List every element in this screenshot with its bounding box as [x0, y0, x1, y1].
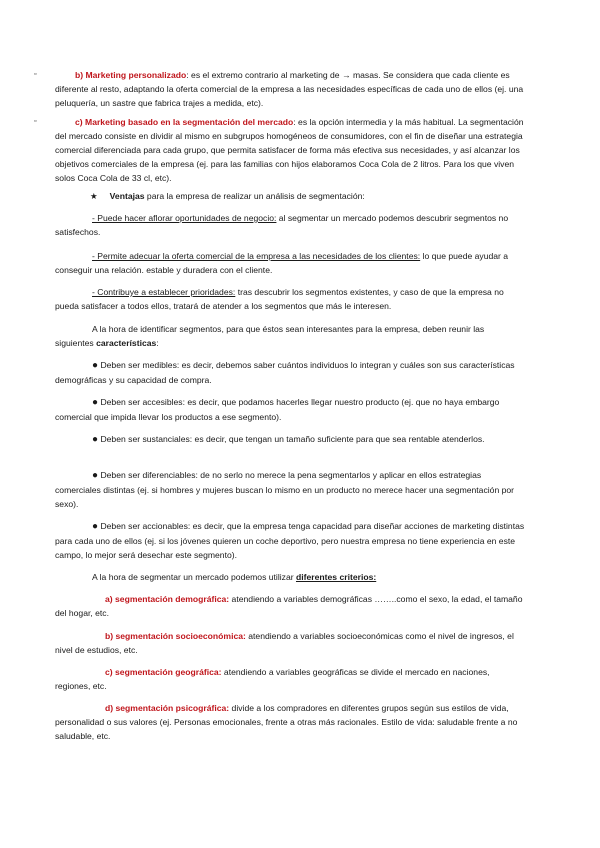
criterio-title: a) segmentación demográfica:	[105, 594, 230, 604]
ventaja-text: tras descubrir los segmentos existentes, y caso de que la empresa no pueda satisfacer a todos ellos, tratará de atender a los segmentos que más le interesen.	[55, 287, 504, 311]
caracteristica-text: Deben ser accionables: es decir, que la empresa tenga capacidad para diseñar acciones de marketing distintas para cada uno de ellos (ej. si los jóvenes quieren un coche deportivo, pero nuestra empresa no tiene experiencia en este campo, lo mejor será desechar este segmento).	[55, 521, 525, 560]
intro-text: A la hora de identificar segmentos, para que éstos sean interesantes para la empresa, deben reunir las siguientes	[55, 324, 485, 348]
criterio-title: d) segmentación psicográfica:	[105, 703, 230, 713]
ventajas-text: para la empresa de realizar un análisis de segmentación:	[144, 191, 365, 201]
item-c-title: c) Marketing basado en la segmentación del mercado	[75, 117, 294, 127]
dot-bullet-icon: ●	[92, 360, 99, 371]
intro-end: :	[156, 338, 159, 348]
ventajas-heading	[90, 189, 510, 203]
ventaja-item	[55, 249, 525, 277]
caracteristica-item	[55, 468, 525, 511]
criterios-intro	[55, 570, 525, 584]
ventajas-title: Ventajas	[109, 191, 145, 201]
star-icon: ★	[90, 191, 98, 201]
ventaja-item	[55, 285, 525, 313]
intro-bold: características	[96, 338, 157, 348]
intro-bold: diferentes criterios:	[295, 572, 377, 582]
item-c-paragraph	[55, 115, 535, 185]
dot-bullet-icon: ●	[92, 397, 99, 408]
criterio-text: atendiendo a variables demográficas ……..como el sexo, la edad, el tamaño del hogar, etc.	[55, 594, 523, 618]
criterio-title: b) segmentación socioeconómica:	[105, 631, 246, 641]
criterio-title: c) segmentación geográfica:	[105, 667, 222, 677]
item-c-text: : es la opción intermedia y la más habitual. La segmentación del mercado consiste en dividir al mismo en subgrupos homogéneos de consumidores, con el fin de diseñar una estrategia comercial diferenciada para cada grupo, que permita satisfacer de forma más efectiva sus necesidades, y así alcanzar los objetivos comerciales de la empresa (ej. para las familias con hijos elaboramos Coca Cola de 2 litros. Para los que viven solos Coca Cola de 33 cl, etc).	[55, 117, 524, 183]
caracteristicas-intro	[55, 322, 525, 350]
item-b-title: b) Marketing personalizado	[75, 70, 187, 80]
criterio-item	[55, 592, 525, 620]
ventaja-text: lo que puede ayudar a conseguir una relación. estable y duradera con el cliente.	[55, 251, 509, 275]
ventaja-title: - Permite adecuar la oferta comercial de la empresa a las necesidades de los clientes:	[92, 251, 421, 261]
criterio-item	[55, 701, 525, 743]
ventaja-text: al segmentar un mercado podemos descubrir segmentos no satisfechos.	[55, 213, 509, 237]
criterio-text: atendiendo a variables socioeconómicas como el nivel de ingresos, el nivel de estudios, etc.	[55, 631, 514, 655]
caracteristica-item	[55, 395, 525, 424]
caracteristica-item	[55, 432, 525, 447]
criterio-text: atendiendo a variables geográficas se divide el mercado en naciones, regiones, etc.	[55, 667, 490, 691]
ventaja-title: - Puede hacer aflorar oportunidades de negocio:	[92, 213, 277, 223]
dot-bullet-icon: ●	[92, 470, 99, 481]
square-bullet-icon: ▫	[34, 118, 37, 125]
caracteristica-item	[55, 358, 525, 387]
intro-text: A la hora de segmentar un mercado podemos utilizar	[92, 572, 296, 582]
item-b-paragraph	[55, 68, 533, 110]
caracteristica-item	[55, 519, 525, 562]
dot-bullet-icon: ●	[92, 434, 99, 445]
ventaja-item	[55, 211, 525, 239]
item-b-text: : es el extremo contrario al marketing de → masas. Se considera que cada cliente es diferente al resto, adaptando la oferta comercial de la empresa a las necesidades específicas de cada uno de ellos (ej. una peluquería, un sastre que fabrica trajes a medida, etc).	[55, 70, 524, 108]
caracteristica-text: Deben ser medibles: es decir, debemos saber cuántos individuos lo integran y cuáles son sus características demográficas y su capacidad de compra.	[55, 360, 515, 385]
dot-bullet-icon: ●	[92, 521, 99, 532]
criterio-item	[55, 629, 525, 657]
ventaja-title: - Contribuye a establecer prioridades:	[92, 287, 236, 297]
square-bullet-icon: ▫	[34, 71, 37, 78]
criterio-text: divide a los compradores en diferentes grupos según sus estilos de vida, personalidad o sus valores (ej. Personas emocionales, frente a otras más racionales. Estilo de vida: saludable frente a no saludable, etc.	[55, 703, 518, 741]
criterio-item	[55, 665, 525, 693]
caracteristica-text: Deben ser sustanciales: es decir, que tengan un tamaño suficiente para que sea rentable atenderlos.	[100, 434, 485, 444]
caracteristica-text: Deben ser diferenciables: de no serlo no merece la pena segmentarlos y aplicar en ellos estrategias comerciales distintas (ej. si hombres y mujeres buscan lo mismo en un producto no merece hacer una segmentación por sexo).	[55, 470, 515, 509]
caracteristica-text: Deben ser accesibles: es decir, que podamos hacerles llegar nuestro producto (ej. que no haya embargo comercial que impida llevar los productos a ese segmento).	[55, 397, 500, 422]
